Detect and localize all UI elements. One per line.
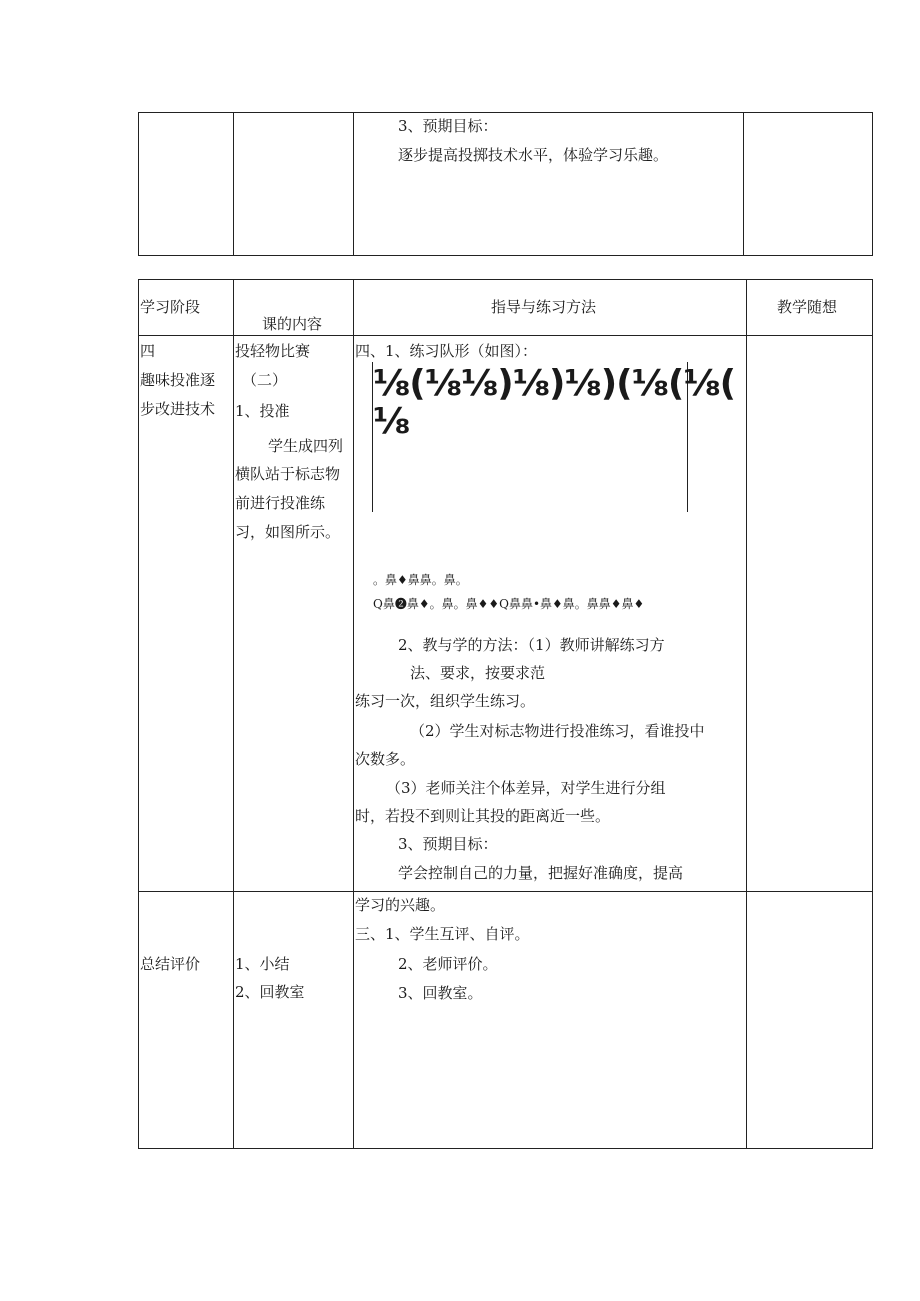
header-reflection: 教学随想 [777, 298, 838, 316]
table-border [233, 279, 234, 1149]
content-line: 习，如图所示。 [235, 523, 341, 541]
method-line: 练习一次，组织学生练习。 [355, 692, 536, 710]
method-line: 学习的兴趣。 [355, 896, 446, 914]
method-line: 3、回教室。 [398, 984, 483, 1002]
formation-title: 四、1、练习队形（如图）： [355, 342, 538, 360]
garbled-line: 。鼻♦鼻鼻。鼻。 [373, 573, 468, 587]
table-border [138, 255, 873, 256]
stage-summary: 总结评价 [140, 955, 201, 973]
stage-number: 四 [140, 342, 156, 360]
goal-text: 逐步提高投掷技术水平，体验学习乐趣。 [398, 146, 669, 164]
header-stage: 学习阶段 [140, 298, 201, 316]
table-border [743, 112, 744, 256]
formation-row: ⅛ [373, 401, 410, 442]
table-border [872, 279, 873, 1149]
formation-diagram [373, 363, 736, 442]
method-line: 2、老师评价。 [398, 955, 498, 973]
goal-heading: 3、预期目标： [398, 117, 498, 135]
table-border [138, 891, 873, 892]
content-line: 投轻物比赛 [235, 342, 311, 360]
method-line: 2、教与学的方法：（1）教师讲解练习方 [398, 636, 665, 654]
content-line: 学生成四列 [268, 437, 344, 455]
method-line: （2）学生对标志物进行投准练习，看谁投中 [410, 722, 705, 740]
table-border [138, 112, 139, 256]
method-line: 三、1、学生互评、自评。 [355, 925, 530, 943]
method-line: 法、要求，按要求范 [410, 664, 546, 682]
content-line: 2、回教室 [235, 983, 305, 1001]
content-line: 1、投准 [235, 402, 290, 420]
table-border [233, 112, 234, 256]
goal-heading: 3、预期目标： [398, 835, 498, 853]
table-border [138, 1148, 873, 1149]
table-border [872, 112, 873, 256]
header-content: 课的内容 [262, 315, 323, 333]
garbled-line: Q鼻❷鼻♦。鼻。鼻♦♦Q鼻鼻•鼻♦鼻。鼻鼻♦鼻♦ [373, 597, 645, 611]
table-border [138, 279, 139, 1149]
goal-text: 学会控制自己的力量，把握好准确度，提高 [398, 864, 684, 882]
table-border [138, 112, 873, 113]
table-border [138, 335, 873, 336]
table-border [746, 279, 747, 1149]
method-line: （3）老师关注个体差异，对学生进行分组 [386, 779, 666, 797]
formation-row: ⅛(⅛⅛)⅛)⅛)(⅛(⅛( [373, 363, 736, 404]
table-border [353, 112, 354, 256]
header-method: 指导与练习方法 [491, 298, 597, 316]
content-line: （二） [242, 371, 288, 389]
table-border [353, 279, 354, 1149]
content-line: 1、小结 [235, 955, 290, 973]
method-line: 时，若投不到则让其投的距离近一些。 [355, 807, 611, 825]
stage-title-line: 趣味投准逐 [140, 371, 216, 389]
content-line: 前进行投准练 [235, 494, 326, 512]
content-line: 横队站于标志物 [235, 465, 341, 483]
table-border [138, 279, 873, 280]
method-line: 次数多。 [355, 750, 416, 768]
stage-title-line: 步改进技术 [140, 400, 216, 418]
